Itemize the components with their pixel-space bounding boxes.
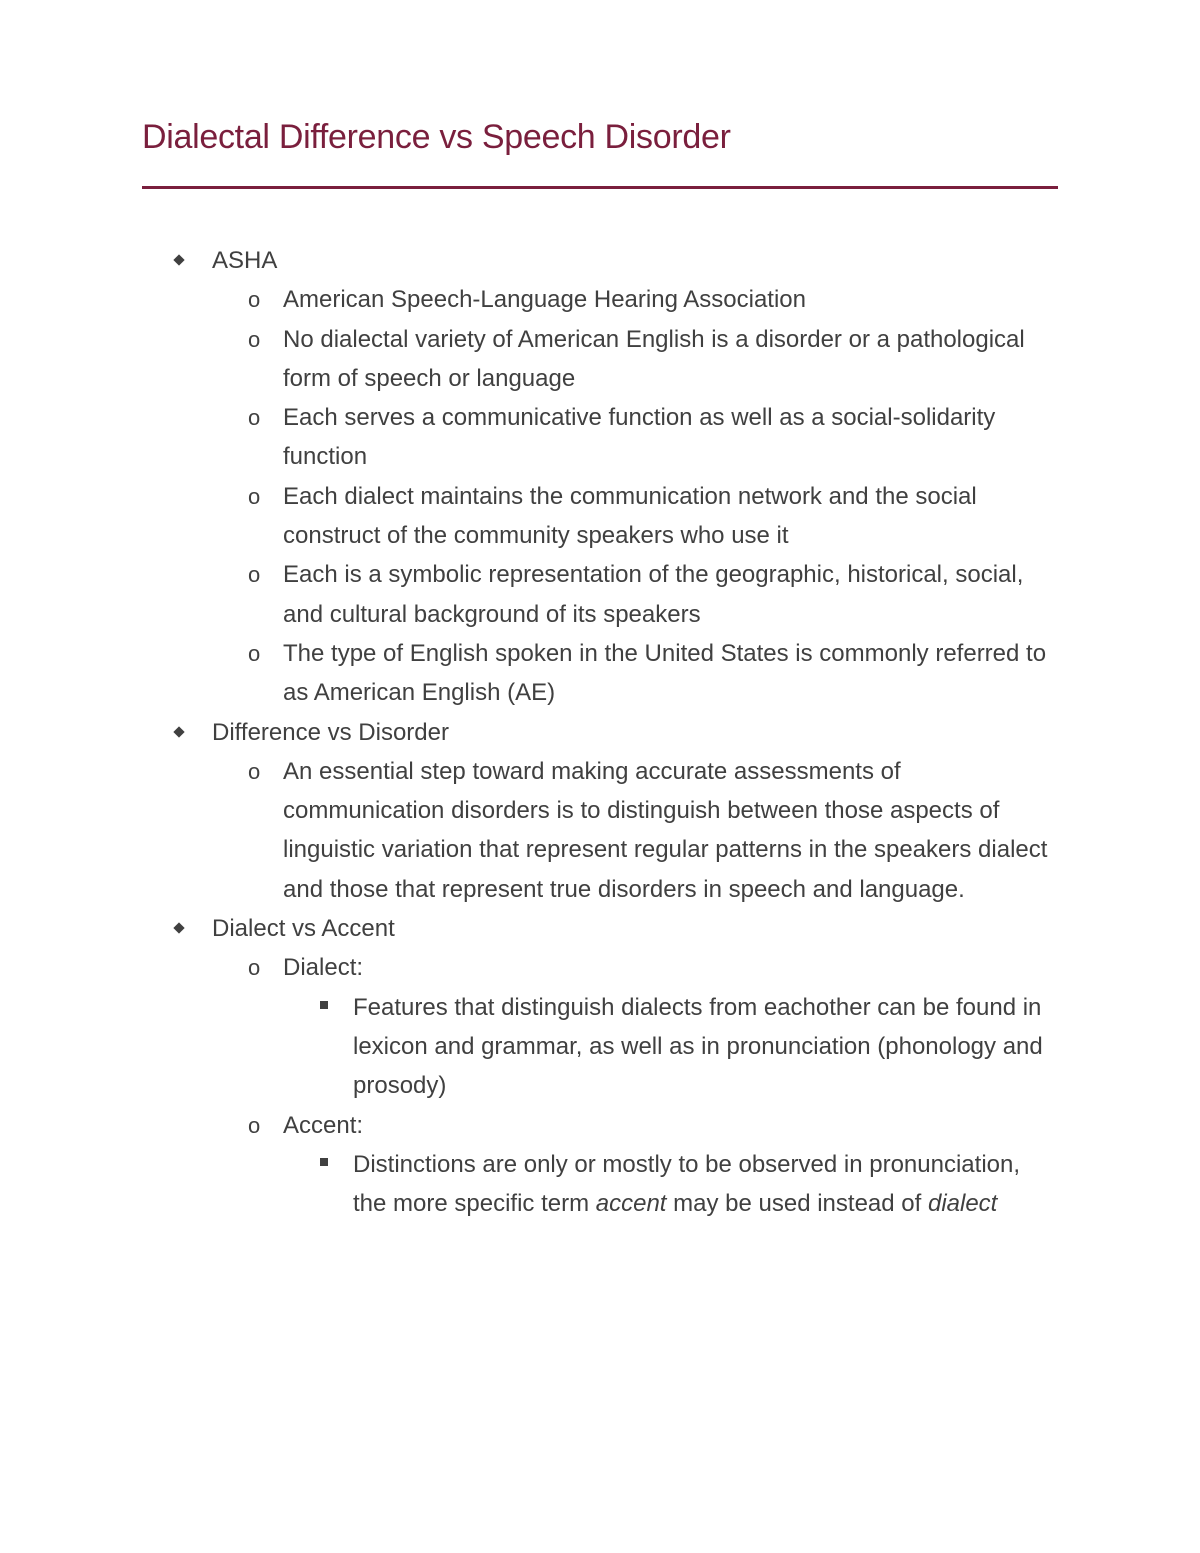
emphasis-text: dialect [927,1190,998,1218]
list-item [0,477,1200,556]
text-run: Distinctions are only or mostly to be observed in pronunciation, the more specific term [353,1150,1021,1218]
list-item [0,713,1200,909]
diamond-bullet-icon [173,922,184,933]
circle-bullet-icon: o [248,483,261,509]
section-heading: Dialect vs Accent [212,915,395,943]
list-item [0,1106,1200,1224]
emphasis-text: accent [595,1190,667,1218]
list-item [0,988,1200,1106]
circle-bullet-icon: o [248,562,261,588]
square-bullet-icon [320,1158,328,1166]
sublist [212,752,1200,909]
diamond-bullet-icon [173,254,184,265]
sublist [283,988,1200,1106]
title-divider [142,186,1058,189]
list-item [0,634,1200,713]
list-item-text: Features that distinguish dialects from eachother can be found in lexicon and grammar, as well as in pronunciation (phonology and prosody) [353,993,1043,1100]
sublist [212,280,1200,712]
circle-bullet-icon: o [248,326,261,352]
square-bullet-icon [320,1001,328,1009]
list-item [0,909,1200,1223]
list-item-text: Each dialect maintains the communication network and the social construct of the community speakers who use it [283,482,977,550]
diamond-bullet-icon [173,726,184,737]
list-item-text: The type of English spoken in the United States is commonly referred to as American English (AE) [283,639,1047,707]
list-item-text: Each serves a communicative function as well as a social-solidarity function [283,404,996,471]
sublist [212,948,1200,1223]
list-item [0,280,1200,319]
document-body [0,241,1200,1223]
circle-bullet-icon: o [248,1112,261,1138]
list-item-text: No dialectal variety of American English is a disorder or a pathological form of speech or language [283,325,1025,392]
section-heading: ASHA [212,247,278,274]
section-heading: Difference vs Disorder [212,718,449,746]
list-item-text [353,1145,1058,1224]
circle-bullet-icon: o [248,955,261,981]
list-item-text: American Speech-Language Hearing Association [283,286,806,314]
text-run: may be used instead of [666,1190,928,1218]
list-item [0,320,1200,399]
list-item [0,241,1200,713]
list-item-text: Each is a symbolic representation of the geographic, historical, social, and cultural background of its speakers [283,561,1024,628]
circle-bullet-icon: o [248,287,261,313]
list-item [0,398,1200,477]
list-item-text: An essential step toward making accurate assessments of communication disorders is to distinguish between those aspects of linguistic variation that represent regular patterns in the speakers dialect and those that represent true disorders in speech and language. [283,757,1048,903]
list-item-text: Accent: [283,1111,364,1139]
sublist [283,1145,1200,1224]
circle-bullet-icon: o [248,640,261,666]
outline-list [0,241,1200,1223]
list-item [0,948,1200,1105]
list-item [0,1145,1200,1224]
list-item [0,752,1200,909]
page-title: Dialectal Difference vs Speech Disorder [142,118,731,156]
circle-bullet-icon: o [248,405,261,431]
list-item-text: Dialect: [283,954,364,982]
circle-bullet-icon: o [248,758,261,784]
list-item [0,555,1200,634]
